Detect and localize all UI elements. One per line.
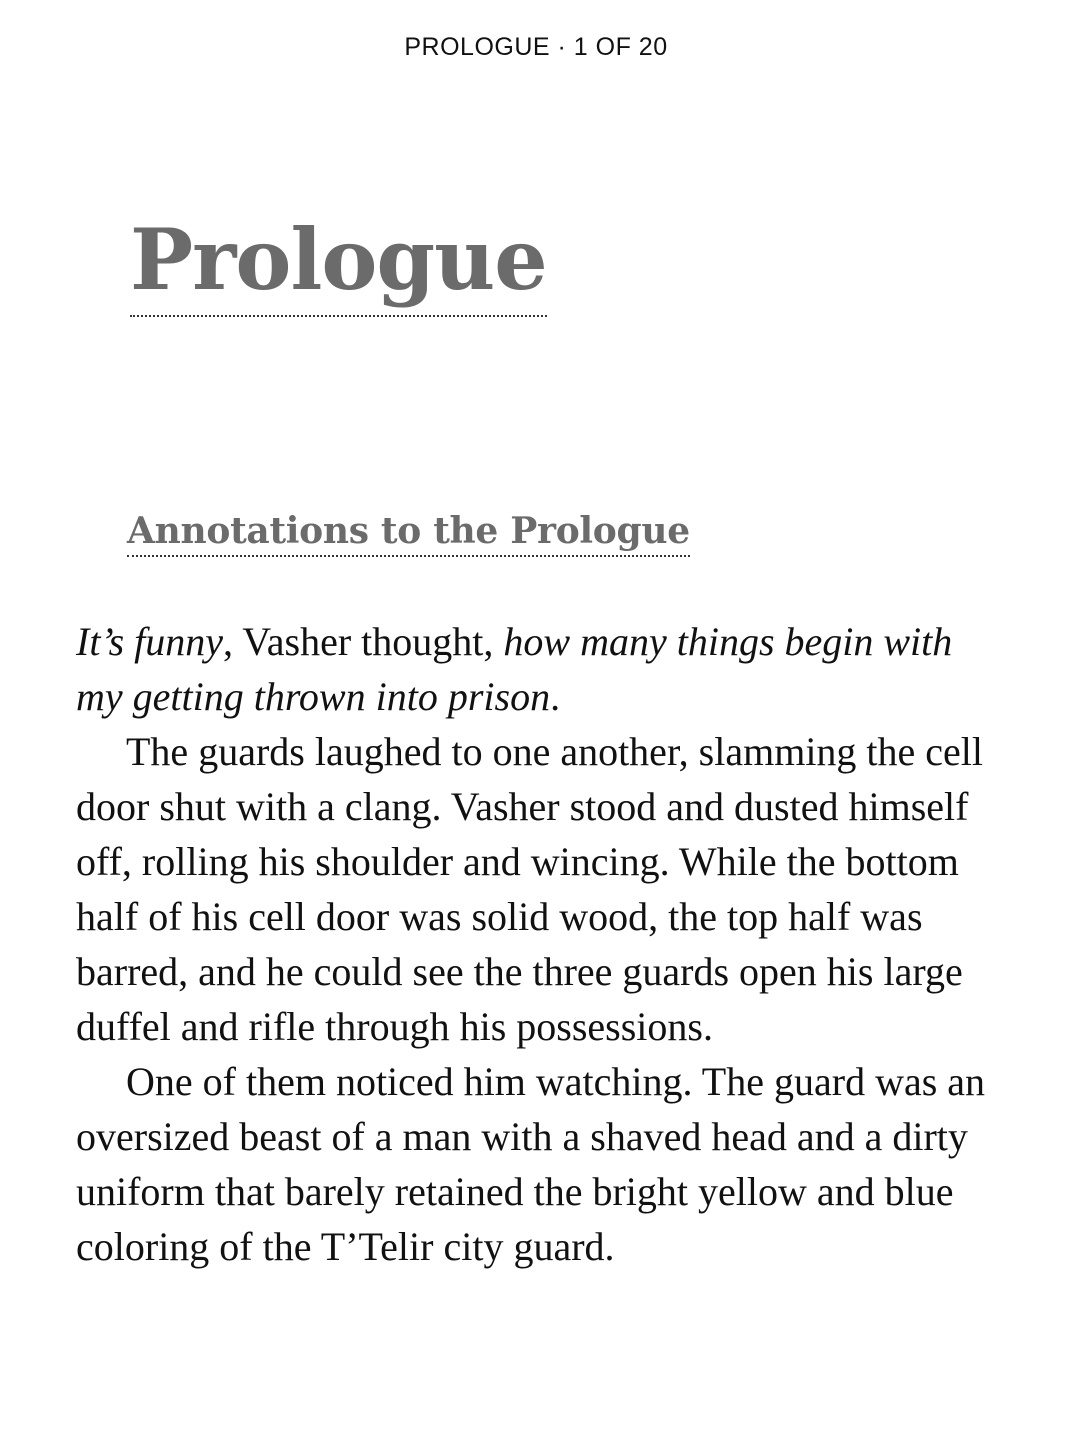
paragraph-2: The guards laughed to one another, slamming the cell door shut with a clang. Vasher stood and dusted himself off, rolling his shoulder and wincing. While the bottom half of his cell door was solid wood, the top half was barred, and he could see the three guards open his large duffel and rifle through his possessions. xyxy=(76,729,984,1049)
italic-thought-2: how many things begin with my getting thrown into prison xyxy=(76,619,953,719)
chapter-body xyxy=(76,614,996,1274)
annotations-link[interactable]: Annotations to the Prologue xyxy=(127,507,690,557)
italic-thought-1: It’s funny xyxy=(76,619,224,664)
paragraph-3: One of them noticed him watching. The guard was an oversized beast of a man with a shaved head and a dirty uniform that barely retained the bright yellow and blue coloring of the T’Telir city guard. xyxy=(76,1059,986,1269)
paragraph-1 xyxy=(76,614,996,724)
narration-1: , Vasher thought, xyxy=(223,619,504,664)
narration-2: . xyxy=(550,674,561,719)
running-header: PROLOGUE · 1 OF 20 xyxy=(404,33,668,61)
chapter-title-link[interactable]: Prologue xyxy=(130,205,547,317)
